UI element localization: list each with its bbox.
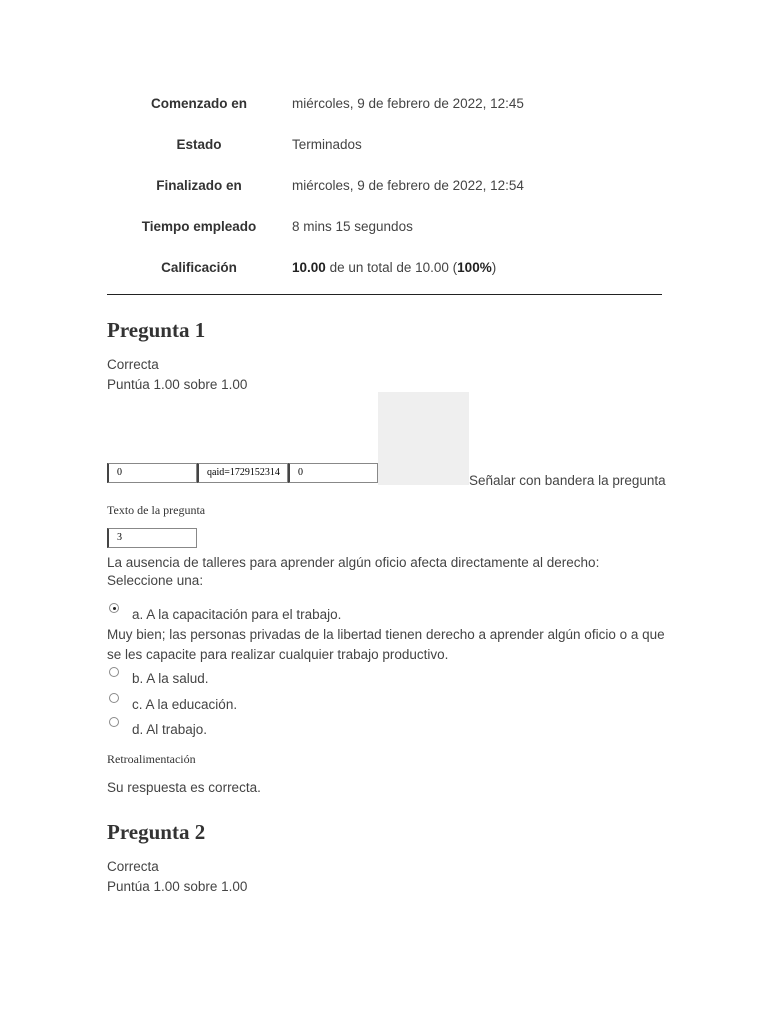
option-d-label[interactable]: d. Al trabajo.	[132, 722, 208, 737]
question-text-heading: Texto de la pregunta	[107, 503, 206, 517]
question-2-status: Correcta	[107, 859, 159, 874]
question-1-status: Correcta	[107, 357, 159, 372]
summary-value: Terminados	[292, 137, 362, 152]
hidden-field-2[interactable]: 0	[288, 463, 378, 483]
hidden-field-qaid[interactable]: qaid=1729152314	[197, 463, 288, 483]
flag-image-placeholder[interactable]	[378, 392, 469, 485]
grade-close: )	[491, 260, 497, 275]
option-c-label[interactable]: c. A la educación.	[132, 697, 238, 712]
summary-divider	[107, 294, 662, 295]
option-a-radio[interactable]	[109, 603, 119, 613]
option-a-feedback: Muy bien; las personas privadas de la libertad tienen derecho a aprender algún oficio o a que	[107, 627, 665, 642]
summary-row-grade	[107, 248, 662, 289]
summary-label: Finalizado en	[156, 178, 242, 193]
question-2-score: Puntúa 1.00 sobre 1.00	[107, 879, 248, 894]
grade-percent: 100%	[457, 260, 492, 275]
question-1-score: Puntúa 1.00 sobre 1.00	[107, 377, 248, 392]
flag-question-link[interactable]: Señalar con bandera la pregunta	[469, 473, 666, 488]
attempt-summary-table	[107, 84, 662, 289]
summary-label: Calificación	[161, 260, 237, 275]
summary-row-finished	[107, 166, 662, 207]
hidden-field-1[interactable]: 0	[107, 463, 197, 483]
option-b-radio[interactable]	[109, 667, 119, 677]
option-b-label[interactable]: b. A la salud.	[132, 671, 209, 686]
summary-label: Comenzado en	[150, 96, 247, 111]
summary-row-started	[107, 84, 662, 125]
summary-value: miércoles, 9 de febrero de 2022, 12:45	[292, 96, 524, 111]
option-c-radio[interactable]	[109, 693, 119, 703]
grade-total: de un total de 10.00 (	[329, 260, 458, 275]
feedback-text: Su respuesta es correcta.	[107, 780, 261, 795]
option-d-radio[interactable]	[109, 717, 119, 727]
grade-value	[292, 260, 496, 275]
option-a-feedback-cont: se les capacite para realizar cualquier trabajo productivo.	[107, 647, 449, 662]
question-1-title: Pregunta 1	[107, 318, 206, 342]
option-a-label[interactable]: a. A la capacitación para el trabajo.	[132, 607, 342, 622]
question-1-text: La ausencia de talleres para aprender algún oficio afecta directamente al derecho:	[107, 555, 600, 570]
question-2-title: Pregunta 2	[107, 820, 206, 844]
summary-row-time	[107, 207, 662, 248]
summary-value: 8 mins 15 segundos	[292, 219, 413, 234]
feedback-heading: Retroalimentación	[107, 752, 196, 766]
select-one-label: Seleccione una:	[107, 573, 204, 588]
summary-label: Estado	[176, 137, 222, 152]
summary-value: miércoles, 9 de febrero de 2022, 12:54	[292, 178, 524, 193]
question-number-field[interactable]: 3	[107, 528, 197, 548]
summary-row-state	[107, 125, 662, 166]
summary-label: Tiempo empleado	[141, 219, 257, 234]
grade-number: 10.00	[292, 260, 326, 275]
